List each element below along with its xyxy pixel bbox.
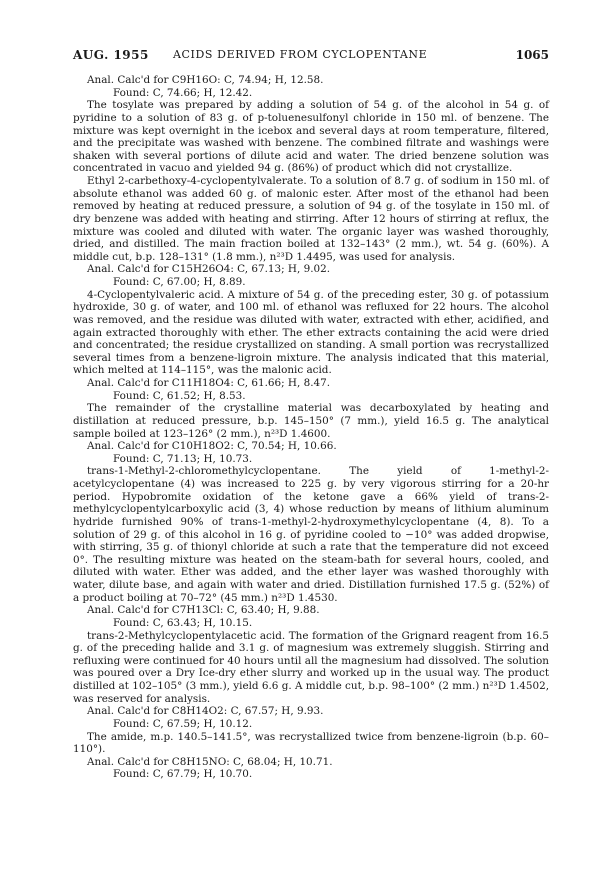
analysis-found-1: Found: C, 74.66; H, 12.42. [113, 86, 253, 99]
analysis-found-3: Found: C, 61.52; H, 8.53. [113, 389, 246, 402]
analysis-calc-4: Anal. Calc'd for C10H18O2: C, 70.54; H, 10.66. [87, 440, 337, 453]
ethyl-carbethoxy-paragraph: Ethyl 2-carbethoxy-4-cyclopentylvalerate. To a solution of 8.7 g. of sodium in 150 ml. of absolute ethanol was added 60 g. of malonic ester. After most of the ethanol had been removed by heating at reduced pressure, a solution of 94 g. of the tosylate in 150 ml. of dry benzene was added with heating and stirring. After 12 hours of stirring at reflux, the mixture was cooled and diluted with water. The organic layer was washed thoroughly, dried, and distilled. The main fraction boiled at 132–143° (2 mm.), wt. 54 g. (60%). A middle cut, b.p. 128–131° (1.8 mm.), n²³D 1.4495, was used for analysis. [73, 175, 549, 263]
analysis-calc-6: Anal. Calc'd for C8H14O2: C, 67.57; H, 9.93. [87, 705, 324, 718]
cyclopentylvaleric-paragraph: 4-Cyclopentylvaleric acid. A mixture of 54 g. of the preceding ester, 30 g. of potassium hydroxide, 30 g. of water, and 100 ml. of ethanol was refluxed for 22 hours. The alcohol was removed, and the residue was diluted with water, extracted with ether, acidified, and again extracted thoroughly with ether. The ether extracts containing the acid were dried and concentrated; the residue crystallized on standing. A small portion was recrystallized several times from a benzene-ligroin mixture. The analysis indicated that this material, which melted at 114–115°, was the malonic acid. [73, 288, 549, 377]
chloromethyl-paragraph: trans-1-Methyl-2-chloromethylcyclopentane. The yield of 1-methyl-2-acetylcyclopentane (4) was increased to 225 g. by very vigorous stirring for a 20-hr period. Hypobromite oxidation of the ketone gave a 66% yield of trans-2-methylcyclopentylcarboxylic acid (3, 4) whose reduction by means of lithium aluminum hydride furnished 90% of trans-1-methyl-2-hydroxymethylcyclopentane (4, 8). To a solution of 29 g. of this alcohol in 16 g. of pyridine cooled to −10° was added dropwise, with stirring, 35 g. of thionyl chloride at such a rate that the temperature did not exceed 0°. The resulting mixture was heated on the steam-bath for several hours, cooled, and diluted with water. Ether was added, and the ether layer was washed thoroughly with water, dilute base, and again with water and dried. Distillation furnished 17.5 g. (52%) of a product boiling at 70–72° (45 mm.) n²³D 1.4530. [73, 465, 549, 604]
analysis-calc-5: Anal. Calc'd for C7H13Cl: C, 63.40; H, 9.88. [87, 604, 320, 617]
analysis-calc-7: Anal. Calc'd for C8H15NO: C, 68.04; H, 10.71. [87, 755, 333, 768]
analysis-calc-2: Anal. Calc'd for C15H26O4: C, 67.13; H, 9.02. [87, 263, 331, 276]
analysis-calc-1: Anal. Calc'd for C9H16O: C, 74.94; H, 12.58. [87, 74, 324, 86]
analysis-found-4: Found: C, 71.13; H, 10.73. [113, 452, 253, 465]
decarboxylation-paragraph: The remainder of the crystalline material was decarboxylated by heating and distillation at reduced pressure, b.p. 145–150° (7 mm.), yield 16.5 g. The analytical sample boiled at 123–126° (2 mm.), n²³D 1.4600. [73, 402, 549, 440]
tosylate-paragraph: The tosylate was prepared by adding a solution of 54 g. of the alcohol in 54 g. of pyridine to a solution of 83 g. of p-toluenesulfonyl chloride in 150 ml. of benzene. The mixture was kept overnight in the icebox and several days at room temperature, filtered, and the precipitate was washed with benzene. The combined filtrate and washings were shaken with several portions of dilute acid and water. The dried benzene solution was concentrated in vacuo and yielded 94 g. (86%) of product which did not crystallize. [73, 99, 549, 175]
article-body [73, 74, 549, 781]
analysis-found-6: Found: C, 67.59; H, 10.12. [113, 717, 253, 730]
header-title: ACIDS DERIVED FROM CYCLOPENTANE [173, 48, 428, 61]
analysis-calc-3: Anal. Calc'd for C11H18O4: C, 61.66; H, 8.47. [87, 377, 331, 389]
analysis-found-5: Found: C, 63.43; H, 10.15. [113, 616, 253, 629]
analysis-found-2: Found: C, 67.00; H, 8.89. [113, 276, 246, 288]
header-date: AUG. 1955 [73, 48, 149, 62]
analysis-found-7: Found: C, 67.79; H, 10.70. [113, 768, 253, 781]
amide-paragraph: The amide, m.p. 140.5–141.5°, was recrystallized twice from benzene-ligroin (b.p. 60–110°). [73, 730, 549, 756]
running-header [73, 48, 549, 64]
acetic-acid-paragraph: trans-2-Methylcyclopentylacetic acid. The formation of the Grignard reagent from 16.5 g. of the preceding halide and 3.1 g. of magnesium was extremely sluggish. Stirring and refluxing were continued for 40 hours until all the magnesium had dissolved. The solution was poured over a Dry Ice-dry ether slurry and worked up in the usual way. The product distilled at 102–105° (3 mm.), yield 6.6 g. A middle cut, b.p. 98–100° (2 mm.) n²³D 1.4502, was reserved for analysis. [73, 629, 549, 705]
page-number: 1065 [515, 48, 549, 62]
